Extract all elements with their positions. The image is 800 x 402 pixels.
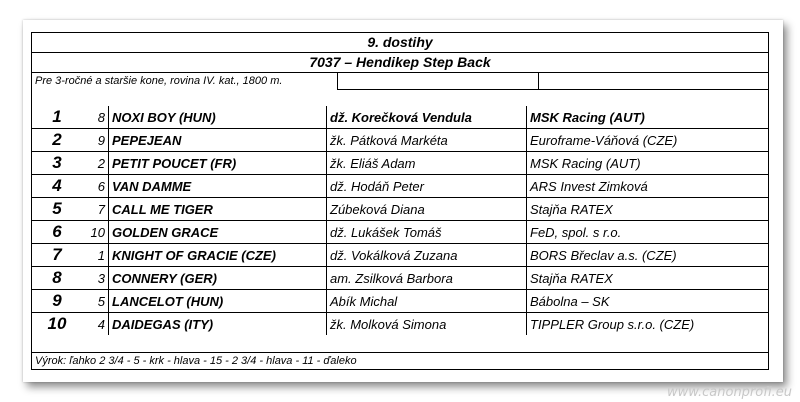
rider-name: Zúbeková Diana (327, 198, 527, 221)
place-number: 2 (32, 129, 82, 152)
results-sheet (31, 32, 769, 370)
start-number: 3 (82, 267, 109, 290)
watermark: www.canonprofi.eu (666, 385, 792, 400)
horse-name: DAIDEGAS (ITY) (109, 313, 327, 336)
results-table (32, 106, 768, 335)
rider-name: dž. Korečková Vendula (327, 106, 527, 129)
place-number: 10 (32, 313, 82, 336)
place-number: 4 (32, 175, 82, 198)
owner-name: Stajňa RATEX (527, 267, 769, 290)
race-info: Pre 3-ročné a staršie kone, rovina IV. kat., 1800 m. (35, 75, 283, 87)
horse-name: NOXI BOY (HUN) (109, 106, 327, 129)
place-number: 8 (32, 267, 82, 290)
place-number: 9 (32, 290, 82, 313)
place-number: 5 (32, 198, 82, 221)
result-row (32, 106, 768, 129)
horse-name: PEPEJEAN (109, 129, 327, 152)
place-number: 1 (52, 107, 62, 126)
rider-name: am. Zsilková Barbora (327, 267, 527, 290)
result-row (32, 244, 768, 267)
rider-name: dž. Vokálková Zuzana (327, 244, 527, 267)
rider-name: dž. Lukášek Tomáš (327, 221, 527, 244)
place-number: 3 (32, 152, 82, 175)
horse-name: CONNERY (GER) (109, 267, 327, 290)
result-row (32, 129, 768, 152)
start-number: 6 (82, 175, 109, 198)
place-number: 6 (32, 221, 82, 244)
result-row (32, 290, 768, 313)
place-number: 7 (32, 244, 82, 267)
result-row (32, 198, 768, 221)
rider-name: žk. Molková Simona (327, 313, 527, 336)
result-row (32, 221, 768, 244)
owner-name: Euroframe-Váňová (CZE) (527, 129, 769, 152)
horse-name: VAN DAMME (109, 175, 327, 198)
info-spacer-owner (538, 73, 768, 90)
rider-name: dž. Hodáň Peter (327, 175, 527, 198)
rider-name: žk. Eliáš Adam (327, 152, 527, 175)
start-number: 1 (82, 244, 109, 267)
rider-name: Abík Michal (327, 290, 527, 313)
result-row (32, 267, 768, 290)
horse-name: GOLDEN GRACE (109, 221, 327, 244)
start-number: 4 (82, 313, 109, 336)
horse-name: CALL ME TIGER (109, 198, 327, 221)
horse-name: PETIT POUCET (FR) (109, 152, 327, 175)
owner-name: TIPPLER Group s.r.o. (CZE) (527, 313, 769, 336)
owner-name: BORS Břeclav a.s. (CZE) (527, 244, 769, 267)
owner-name: FeD, spol. s r.o. (527, 221, 769, 244)
race-subtitle: 7037 – Hendikep Step Back (32, 53, 768, 73)
rider-name: žk. Pátková Markéta (327, 129, 527, 152)
race-title: 9. dostihy (32, 33, 768, 53)
result-row (32, 152, 768, 175)
results-card (23, 20, 783, 382)
owner-name: Bábolna – SK (527, 290, 769, 313)
start-number: 8 (82, 106, 109, 129)
owner-name: MSK Racing (AUT) (530, 109, 645, 125)
start-number: 5 (82, 290, 109, 313)
owner-name: Stajňa RATEX (527, 198, 769, 221)
result-row (32, 313, 768, 336)
horse-name: KNIGHT OF GRACIE (CZE) (109, 244, 327, 267)
info-spacer-rider (337, 73, 538, 90)
start-number: 10 (82, 221, 109, 244)
start-number: 2 (82, 152, 109, 175)
race-verdict: Výrok: ľahko 2 3/4 - 5 - krk - hlava - 15 - 2 3/4 - hlava - 11 - ďaleko (32, 352, 768, 369)
owner-name: ARS Invest Zimková (527, 175, 769, 198)
start-number: 7 (82, 198, 109, 221)
start-number: 9 (82, 129, 109, 152)
result-row (32, 175, 768, 198)
race-info-row (32, 73, 768, 90)
owner-name: MSK Racing (AUT) (527, 152, 769, 175)
horse-name: LANCELOT (HUN) (109, 290, 327, 313)
